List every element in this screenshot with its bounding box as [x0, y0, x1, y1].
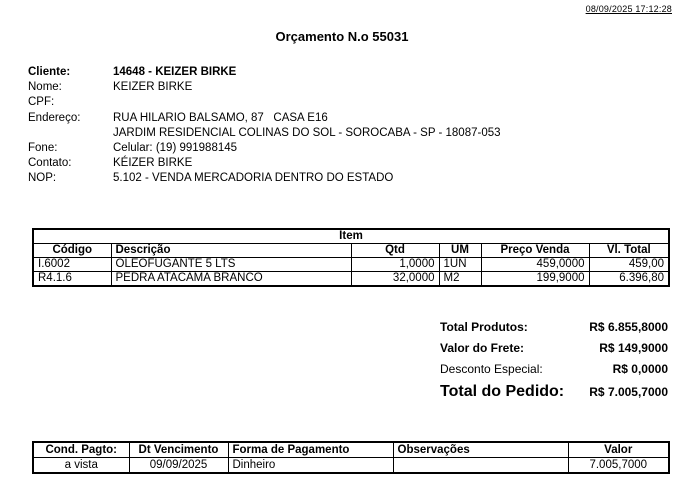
endereco-value-line2: JARDIM RESIDENCIAL COLINAS DO SOL - SOROCABA - SP - 18087-053 [113, 126, 501, 139]
total-pedido-row [440, 383, 668, 401]
item-vl-total: 459,00 [589, 258, 669, 272]
payment-table-header-row [33, 442, 669, 458]
cliente-label: Cliente: [28, 66, 71, 78]
client-info-row [28, 80, 501, 95]
item-codigo: R4.1.6 [33, 272, 111, 287]
col-header-cond-pagto: Cond. Pagto: [33, 442, 129, 458]
endereco-value-line1: RUA HILARIO BALSAMO, 87 CASA E16 [113, 111, 328, 124]
empty-label [28, 126, 113, 141]
item-qtd: 32,0000 [351, 272, 439, 287]
client-info-row [28, 65, 501, 80]
item-preco-venda: 199,9000 [481, 272, 589, 287]
col-header-qtd: Qtd [351, 244, 439, 258]
print-timestamp: 08/09/2025 17:12:28 [585, 4, 672, 14]
total-pedido-label: Total do Pedido: [440, 383, 565, 400]
col-header-dt-vencimento: Dt Vencimento [129, 442, 228, 458]
nome-label: Nome: [28, 81, 62, 94]
item-qtd: 1,0000 [351, 258, 439, 272]
item-descricao: PEDRA ATACAMA BRANCO [111, 272, 351, 287]
items-table-caption: Item [33, 229, 669, 244]
client-info-row [28, 141, 501, 156]
col-header-um: UM [439, 244, 481, 258]
nome-value: KEIZER BIRKE [113, 81, 193, 94]
payment-dt-vencimento: 09/09/2025 [129, 458, 228, 474]
item-codigo: I.6002 [33, 258, 111, 272]
nop-value: 5.102 - VENDA MERCADORIA DENTRO DO ESTADO [113, 172, 394, 185]
item-preco-venda: 459,0000 [481, 258, 589, 272]
client-info-row [28, 126, 501, 141]
items-table-header-row [33, 244, 669, 258]
col-header-descricao: Descrição [111, 244, 351, 258]
items-table [32, 228, 670, 287]
valor-frete-row [440, 341, 668, 355]
total-produtos-label: Total Produtos: [440, 320, 528, 334]
desconto-especial-row [440, 362, 668, 376]
total-produtos-row [440, 320, 668, 334]
client-info-section [28, 65, 501, 187]
payment-row [33, 458, 669, 474]
col-header-forma-pagamento: Forma de Pagamento [228, 442, 393, 458]
fone-label: Fone: [28, 142, 58, 155]
endereco-label: Endereço: [28, 111, 81, 124]
client-info-row [28, 111, 501, 126]
col-header-codigo: Código [33, 244, 111, 258]
items-table-caption-row [33, 229, 669, 244]
item-descricao: OLEOFUGANTE 5 LTS [111, 258, 351, 272]
item-vl-total: 6.396,80 [589, 272, 669, 287]
col-header-observacoes: Observações [393, 442, 568, 458]
col-header-preco-venda: Preço Venda [481, 244, 589, 258]
contato-label: Contato: [28, 157, 72, 170]
client-info-row [28, 156, 501, 171]
fone-value: Celular: (19) 991988145 [113, 142, 238, 155]
item-um: 1UN [439, 258, 481, 272]
item-um: M2 [439, 272, 481, 287]
total-produtos-value: R$ 6.855,8000 [589, 320, 668, 334]
nop-label: NOP: [28, 172, 57, 185]
col-header-vl-total: Vl. Total [589, 244, 669, 258]
desconto-especial-label: Desconto Especial: [440, 362, 543, 376]
item-row [33, 272, 669, 287]
payment-table [32, 441, 670, 474]
col-header-valor: Valor [568, 442, 669, 458]
payment-cond-pagto: a vista [33, 458, 129, 474]
valor-frete-value: R$ 149,9000 [599, 341, 668, 355]
desconto-especial-value: R$ 0,0000 [612, 362, 668, 376]
cpf-label: CPF: [28, 96, 55, 109]
payment-valor: 7.005,7000 [568, 458, 669, 474]
client-info-row [28, 171, 501, 186]
page-title: Orçamento N.o 55031 [275, 29, 409, 44]
totals-section [440, 320, 668, 408]
cliente-value: 14648 - KEIZER BIRKE [113, 66, 237, 78]
valor-frete-label: Valor do Frete: [440, 341, 525, 355]
client-info-row [28, 95, 501, 110]
payment-observacoes [393, 458, 568, 474]
item-row [33, 258, 669, 272]
payment-forma-pagamento: Dinheiro [228, 458, 393, 474]
total-pedido-value: R$ 7.005,7000 [589, 385, 668, 399]
contato-value: KÉIZER BIRKE [113, 157, 193, 170]
